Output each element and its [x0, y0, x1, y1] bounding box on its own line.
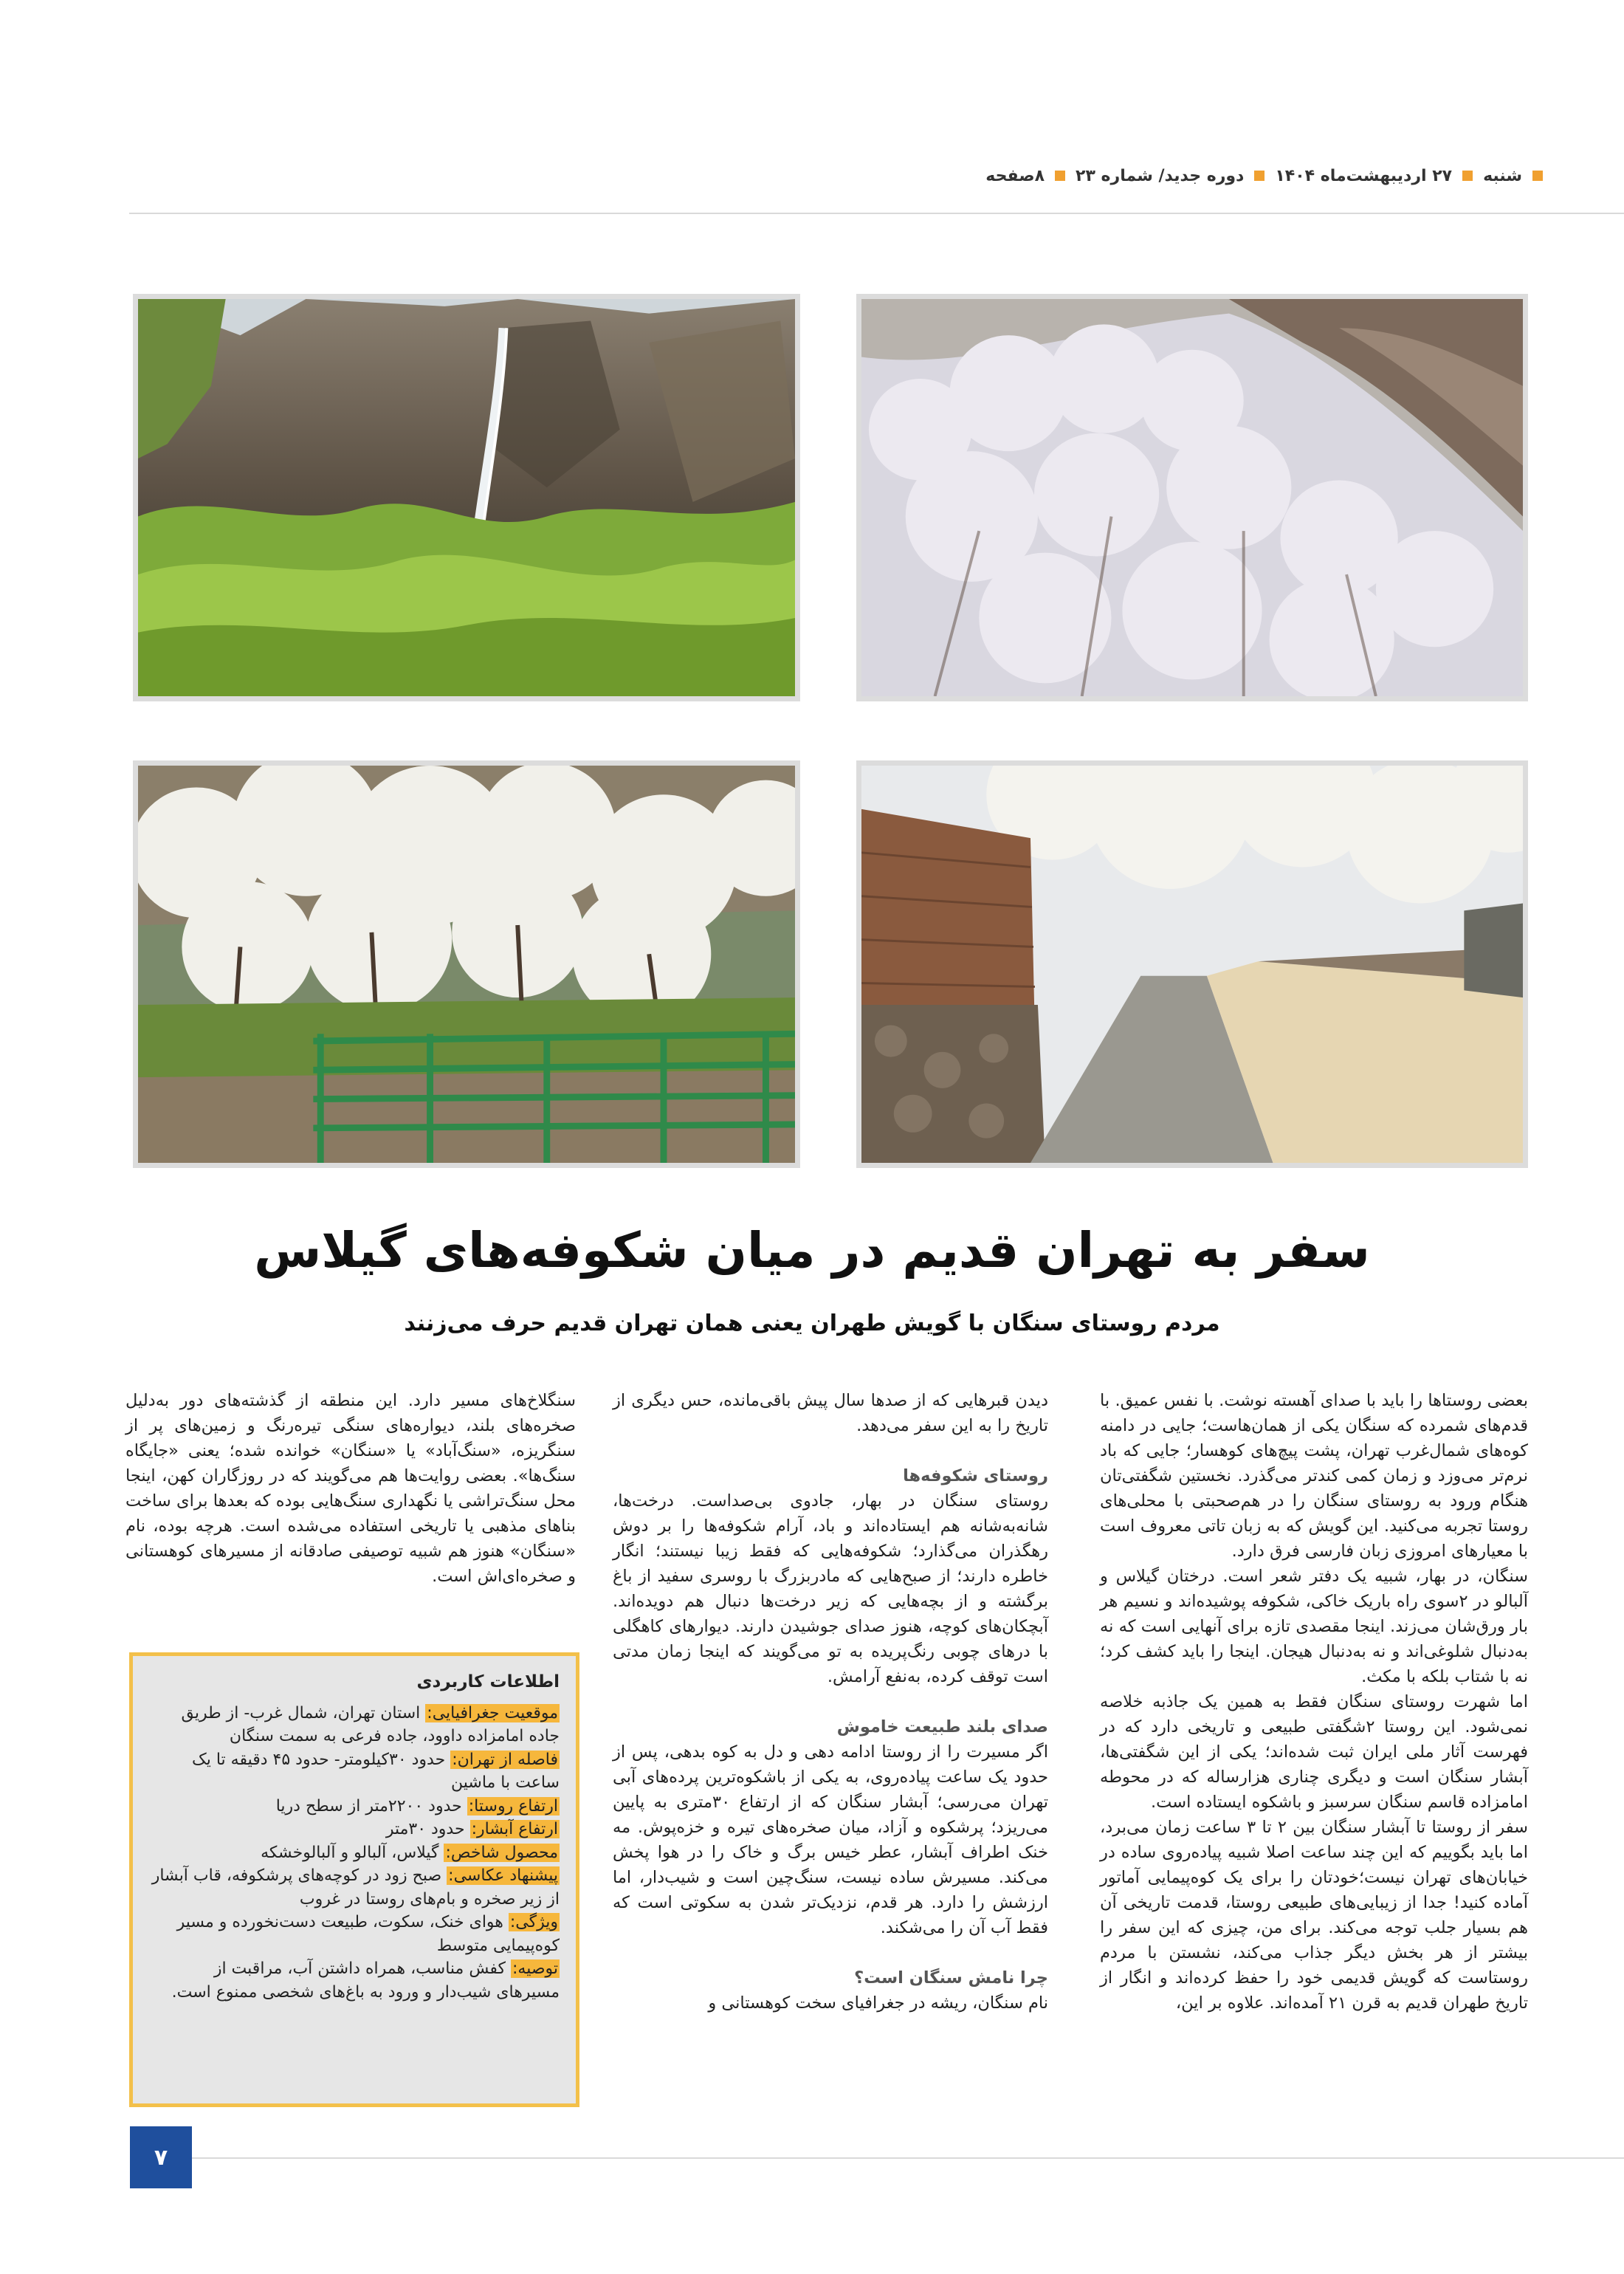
info-item-label: فاصله از تهران: [452, 1750, 558, 1769]
section-heading: صدای بلند طبیعت خاموش [836, 1717, 1048, 1737]
info-item-value: حدود ۳۰متر [385, 1820, 470, 1838]
header-issue: دوره جدید/ شماره ۲۳ [1076, 166, 1245, 185]
paragraph: روستای سنگان در بهار، جادوی بی‌صداست. درخت‌ها، شانه‌به‌شانه هم ایستاده‌اند و باد، آرام شکوفه‌ها را بر دوش رهگذران می‌گذارد؛ شکوفه‌هایی که فقط زیبا نیستند؛ انگار خاطره دارند؛ از صبح‌هایی که مادربزرگ با روسری سفید از باغ برگشته و از بچه‌هایی که زیر درخت‌ها دنبال هم دویده‌اند. آبچکان‌های کوچه، هنوز صدای جوشیدن دارند. دیوارهای کاهگلی با درهای چوبی رنگ‌پریده به تو می‌گویند که اینجا زمان مدتی است توقف کرده، به‌نفع آرامش. [613, 1491, 1048, 1686]
orchard-fence-image [138, 766, 795, 1163]
info-item-value: هوای خنک، سکوت، طبیعت دست‌نخورده و مسیر کوه‌پیمایی متوسط [176, 1913, 560, 1955]
bullet-square-icon [1055, 171, 1065, 181]
section-heading: چرا نامش سنگان است؟ [854, 1968, 1048, 1988]
article-title: سفر به تهران قدیم در میان شکوفه‌های گیلاس [254, 1222, 1370, 1279]
paragraph: سفر از روستا تا آبشار سنگان بین ۲ تا ۳ ساعت زمان می‌برد، اما باید بگوییم که این چند ساعت اصلا شبیه پیاده‌روی ساده در خیابان‌های تهران نیست؛خودتان را برای یک کوه‌پیمایی آماتور آماده کنید! جدا از زیبایی‌های طبیعی روستا، قدمت تاریخی آن هم بسیار جلب توجه می‌کند. برای من، چیزی که این سفر را بیشتر از هر بخش دیگر جذاب می‌کند، نشستن با مردم روستاست که گویش قدیمی خود را حفظ کرده‌اند و انگار از تاریخ طهران قدیم به قرن ۲۱ آمده‌اند. علاوه بر این، [1100, 1818, 1529, 2013]
info-item [149, 1748, 560, 1795]
page-number: ۷ [130, 2126, 192, 2188]
info-item [149, 1841, 560, 1865]
header-divider [129, 213, 1624, 214]
info-item [149, 1818, 560, 1841]
article-column-right [1100, 1388, 1528, 2016]
info-item-label: موقعیت جغرافیایی: [427, 1703, 558, 1722]
info-item-label: پیشنهاد عکاسی: [448, 1866, 558, 1885]
paragraph: سنگان، در بهار، شبیه یک دفتر شعر است. درختان گیلاس و آلبالو در ۲سوی راه باریک خاکی، شکوفه پوشیده‌اند و نسیم هر بار ورق‌شان می‌زند. اینجا مقصدی تازه برای آنهایی است که نه به‌دنبال شلوغی‌اند و نه به‌دنبال هیجان. اینجا را باید کشف کرد؛ نه با شتاب بلکه با مکث. [1100, 1567, 1529, 1686]
info-item-value: استان تهران، شمال غرب- از طریق جاده امامزاده داوود، جاده فرعی به سمت سنگان [181, 1703, 560, 1745]
blossom-hillside-image [861, 299, 1523, 696]
info-item-label: ارتفاع آبشار: [471, 1820, 558, 1838]
bullet-square-icon [1462, 171, 1473, 181]
waterfall-image [138, 299, 795, 696]
header-day: شنبه [1483, 166, 1522, 185]
photo-blossom-hillside [856, 294, 1528, 701]
info-item-value: حدود ۳۰کیلومتر- حدود ۴۵ دقیقه تا یک ساعت با ماشین [192, 1750, 560, 1792]
header-date: ۲۷ اردیبهشت‌ماه ۱۴۰۴ [1275, 166, 1453, 185]
bullet-square-icon [1532, 171, 1543, 181]
info-item-label: محصول شاخص: [445, 1843, 558, 1862]
paragraph: نام سنگان، ریشه در جغرافیای سخت کوهستانی و [708, 1993, 1048, 2013]
paragraph: بعضی روستاها را باید با صدای آهسته نوشت. با نفس عمیق. با قدم‌های شمرده که سنگان یکی از همان‌هاست؛ جایی در دامنه کوه‌های شمال‌غرب تهران، پشت پیچ‌های کوهسار؛ جایی که باد نرم‌تر می‌وزد و زمان کمی کندتر می‌گذرد. نخستین شگفتی‌تان هنگام ورود به روستای سنگان را در هم‌صحبتی با محلی‌های روستا تجربه می‌کنید. این گویش که به زبان تاتی معروف است با معیارهای امروزی زبان فارسی فرق دارد. [1100, 1391, 1528, 1561]
practical-info-box [129, 1652, 579, 2107]
section-heading: روستای شکوفه‌ها [903, 1466, 1048, 1485]
article-column-middle [613, 1388, 1048, 2016]
photo-village-alley [856, 760, 1528, 1168]
info-item-value: کفش مناسب، همراه داشتن آب، مراقبت از مسیرهای شیب‌دار و ورود به باغ‌های شخصی ممنوع است. [171, 1959, 560, 2002]
paragraph: دیدن قبرهایی که از صدها سال پیش باقی‌مانده، حس دیگری از تاریخ را به این سفر می‌دهد. [613, 1391, 1048, 1435]
paragraph: اما شهرت روستای سنگان فقط به همین یک جاذبه خلاصه نمی‌شود. این روستا ۲شگفتی طبیعی و تاریخی دارد که در فهرست آثار ملی ایران ثبت شده‌اند؛ یکی از این شگفتی‌ها، آبشار سنگان است و دیگری چناری هزارساله که در محوطه امامزاده قاسم سنگان سرسبز و باشکوه ایستاده است. [1100, 1692, 1528, 1812]
info-item [149, 1864, 560, 1911]
article-column-left [125, 1388, 576, 1589]
photo-waterfall [133, 294, 800, 701]
issue-header [133, 161, 1543, 190]
photo-orchard-fence [133, 760, 800, 1168]
info-item-label: توصیه: [512, 1959, 558, 1978]
info-item [149, 1957, 560, 2004]
header-pages: ۸صفحه [985, 166, 1045, 185]
info-item-value: حدود ۲۲۰۰متر از سطح دریا [275, 1796, 467, 1816]
paragraph: اگر مسیرت را از روستا ادامه دهی و دل به کوه بدهی، پس از حدود یک ساعت پیاده‌روی، به یکی از باشکوه‌ترین پرده‌های آبی تهران می‌رسی؛ آبشار سنگان که از ارتفاع ۳۰متری به پایین می‌ریزد؛ پرشکوه و آزاد، میان صخره‌های تیره و خزه‌پوش. مه خنک اطراف آبشار، عطر خیس برگ و خاک را در هوا پخش می‌کند. مسیرش ساده نیست، سنگ‌چین است و شیب‌دار، اما ارزشش را دارد. هر قدم، نزدیک‌تر شدن به سکوتی است که فقط آب آن را می‌شکند. [613, 1742, 1048, 1937]
info-item [149, 1911, 560, 1957]
info-item [149, 1795, 560, 1818]
info-item-label: ویژگی: [509, 1913, 558, 1931]
bullet-square-icon [1254, 171, 1265, 181]
info-item-label: ارتفاع روستا: [468, 1796, 558, 1816]
paragraph: سنگلاخ‌های مسیر دارد. این منطقه از گذشته‌های دور به‌دلیل صخره‌های بلند، دیواره‌های سنگی تیره‌رنگ و زمین‌های پر از سنگریزه، «سنگ‌آباد» یا «سنگان» خوانده شده؛ یعنی «جایگاه سنگ‌ها». بعضی روایت‌ها هم می‌گویند که در روزگاران کهن، اینجا محل سنگ‌تراشی یا نگهداری سنگ‌هایی بوده که بعدها برای ساخت بناهای مذهبی یا تاریخی استفاده می‌شده است. هرچه بوده، نام «سنگان» هنوز هم شبیه توصیفی صادقانه از مسیرهای کوهستانی و صخره‌ای‌اش است. [125, 1391, 576, 1586]
village-alley-image [861, 766, 1523, 1163]
footer-divider [192, 2157, 1624, 2159]
article-subtitle: مردم روستای سنگان با گویش طهران یعنی همان تهران قدیم حرف می‌زنند [404, 1311, 1220, 1336]
info-item [149, 1702, 560, 1748]
info-item-value: صبح زود در کوچه‌های پرشکوفه، قاب آبشار از زیر صخره و بام‌های روستا در غروب [151, 1866, 560, 1909]
info-box-title: اطلاعات کاربردی [416, 1672, 560, 1691]
info-item-value: گیلاس، آلبالو و آلبالوخشکه [261, 1843, 444, 1862]
